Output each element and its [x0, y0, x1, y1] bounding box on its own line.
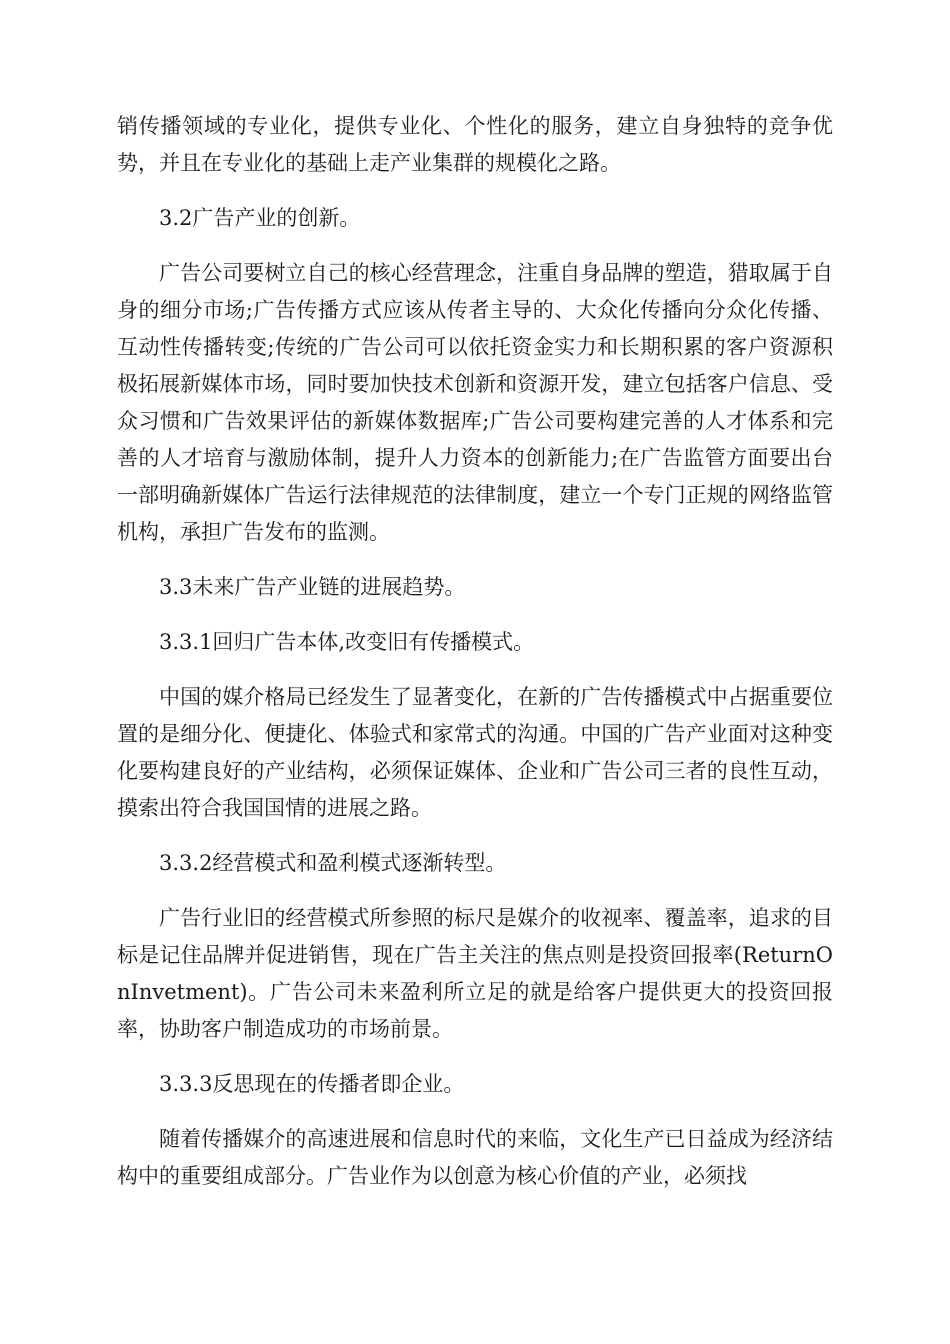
section-heading-3-3-2: 3.3.2经营模式和盈利模式逐渐转型。	[159, 851, 507, 875]
paragraph-business-model: 广告行业旧的经营模式所参照的标尺是媒介的收视率、覆盖率，追求的目标是记住品牌并促进销售，现在广告主关注的焦点则是投资回报率(ReturnOnInvetment)。广告公司未来盈利所立足的就是给客户提供更大的投资回报率，协助客户制造成功的市场前景。	[117, 906, 833, 1041]
document-body	[117, 108, 833, 1213]
paragraph-innovation: 广告公司要树立自己的核心经营理念，注重自身品牌的塑造，猎取属于自身的细分市场;广告传播方式应该从传者主导的、大众化传播向分众化传播、互动性传播转变;传统的广告公司可以依托资金实力和长期积累的客户资源积极拓展新媒体市场，同时要加快技术创新和资源开发，建立包括客户信息、受众习惯和广告效果评估的新媒体数据库;广告公司要构建完善的人才体系和完善的人才培育与激励体制，提升人力资本的创新能力;在广告监管方面要出台一部明确新媒体广告运行法律规范的法律制度，建立一个专门正规的网络监管机构，承担广告发布的监测。	[117, 261, 833, 544]
paragraph-media-pattern: 中国的媒介格局已经发生了显著变化，在新的广告传播模式中占据重要位置的是细分化、便捷化、体验式和家常式的沟通。中国的广告产业面对这种变化要构建良好的产业结构，必须保证媒体、企业和广告公司三者的良性互动，摸索出符合我国国情的进展之路。	[117, 685, 833, 820]
paragraph-continuation: 销传播领域的专业化，提供专业化、个性化的服务，建立自身独特的竞争优势，并且在专业化的基础上走产业集群的规模化之路。	[117, 114, 833, 175]
paragraph-reflection: 随着传播媒介的高速进展和信息时代的来临，文化生产已日益成为经济结构中的重要组成部分。广告业作为以创意为核心价值的产业，必须找	[117, 1127, 833, 1188]
section-heading-3-3-1: 3.3.1回归广告本体,改变旧有传播模式。	[159, 630, 535, 654]
section-heading-3-3-3: 3.3.3反思现在的传播者即企业。	[159, 1072, 465, 1096]
section-heading-3-3: 3.3未来广告产业链的进展趋势。	[159, 575, 466, 599]
section-heading-3-2: 3.2广告产业的创新。	[159, 206, 361, 230]
